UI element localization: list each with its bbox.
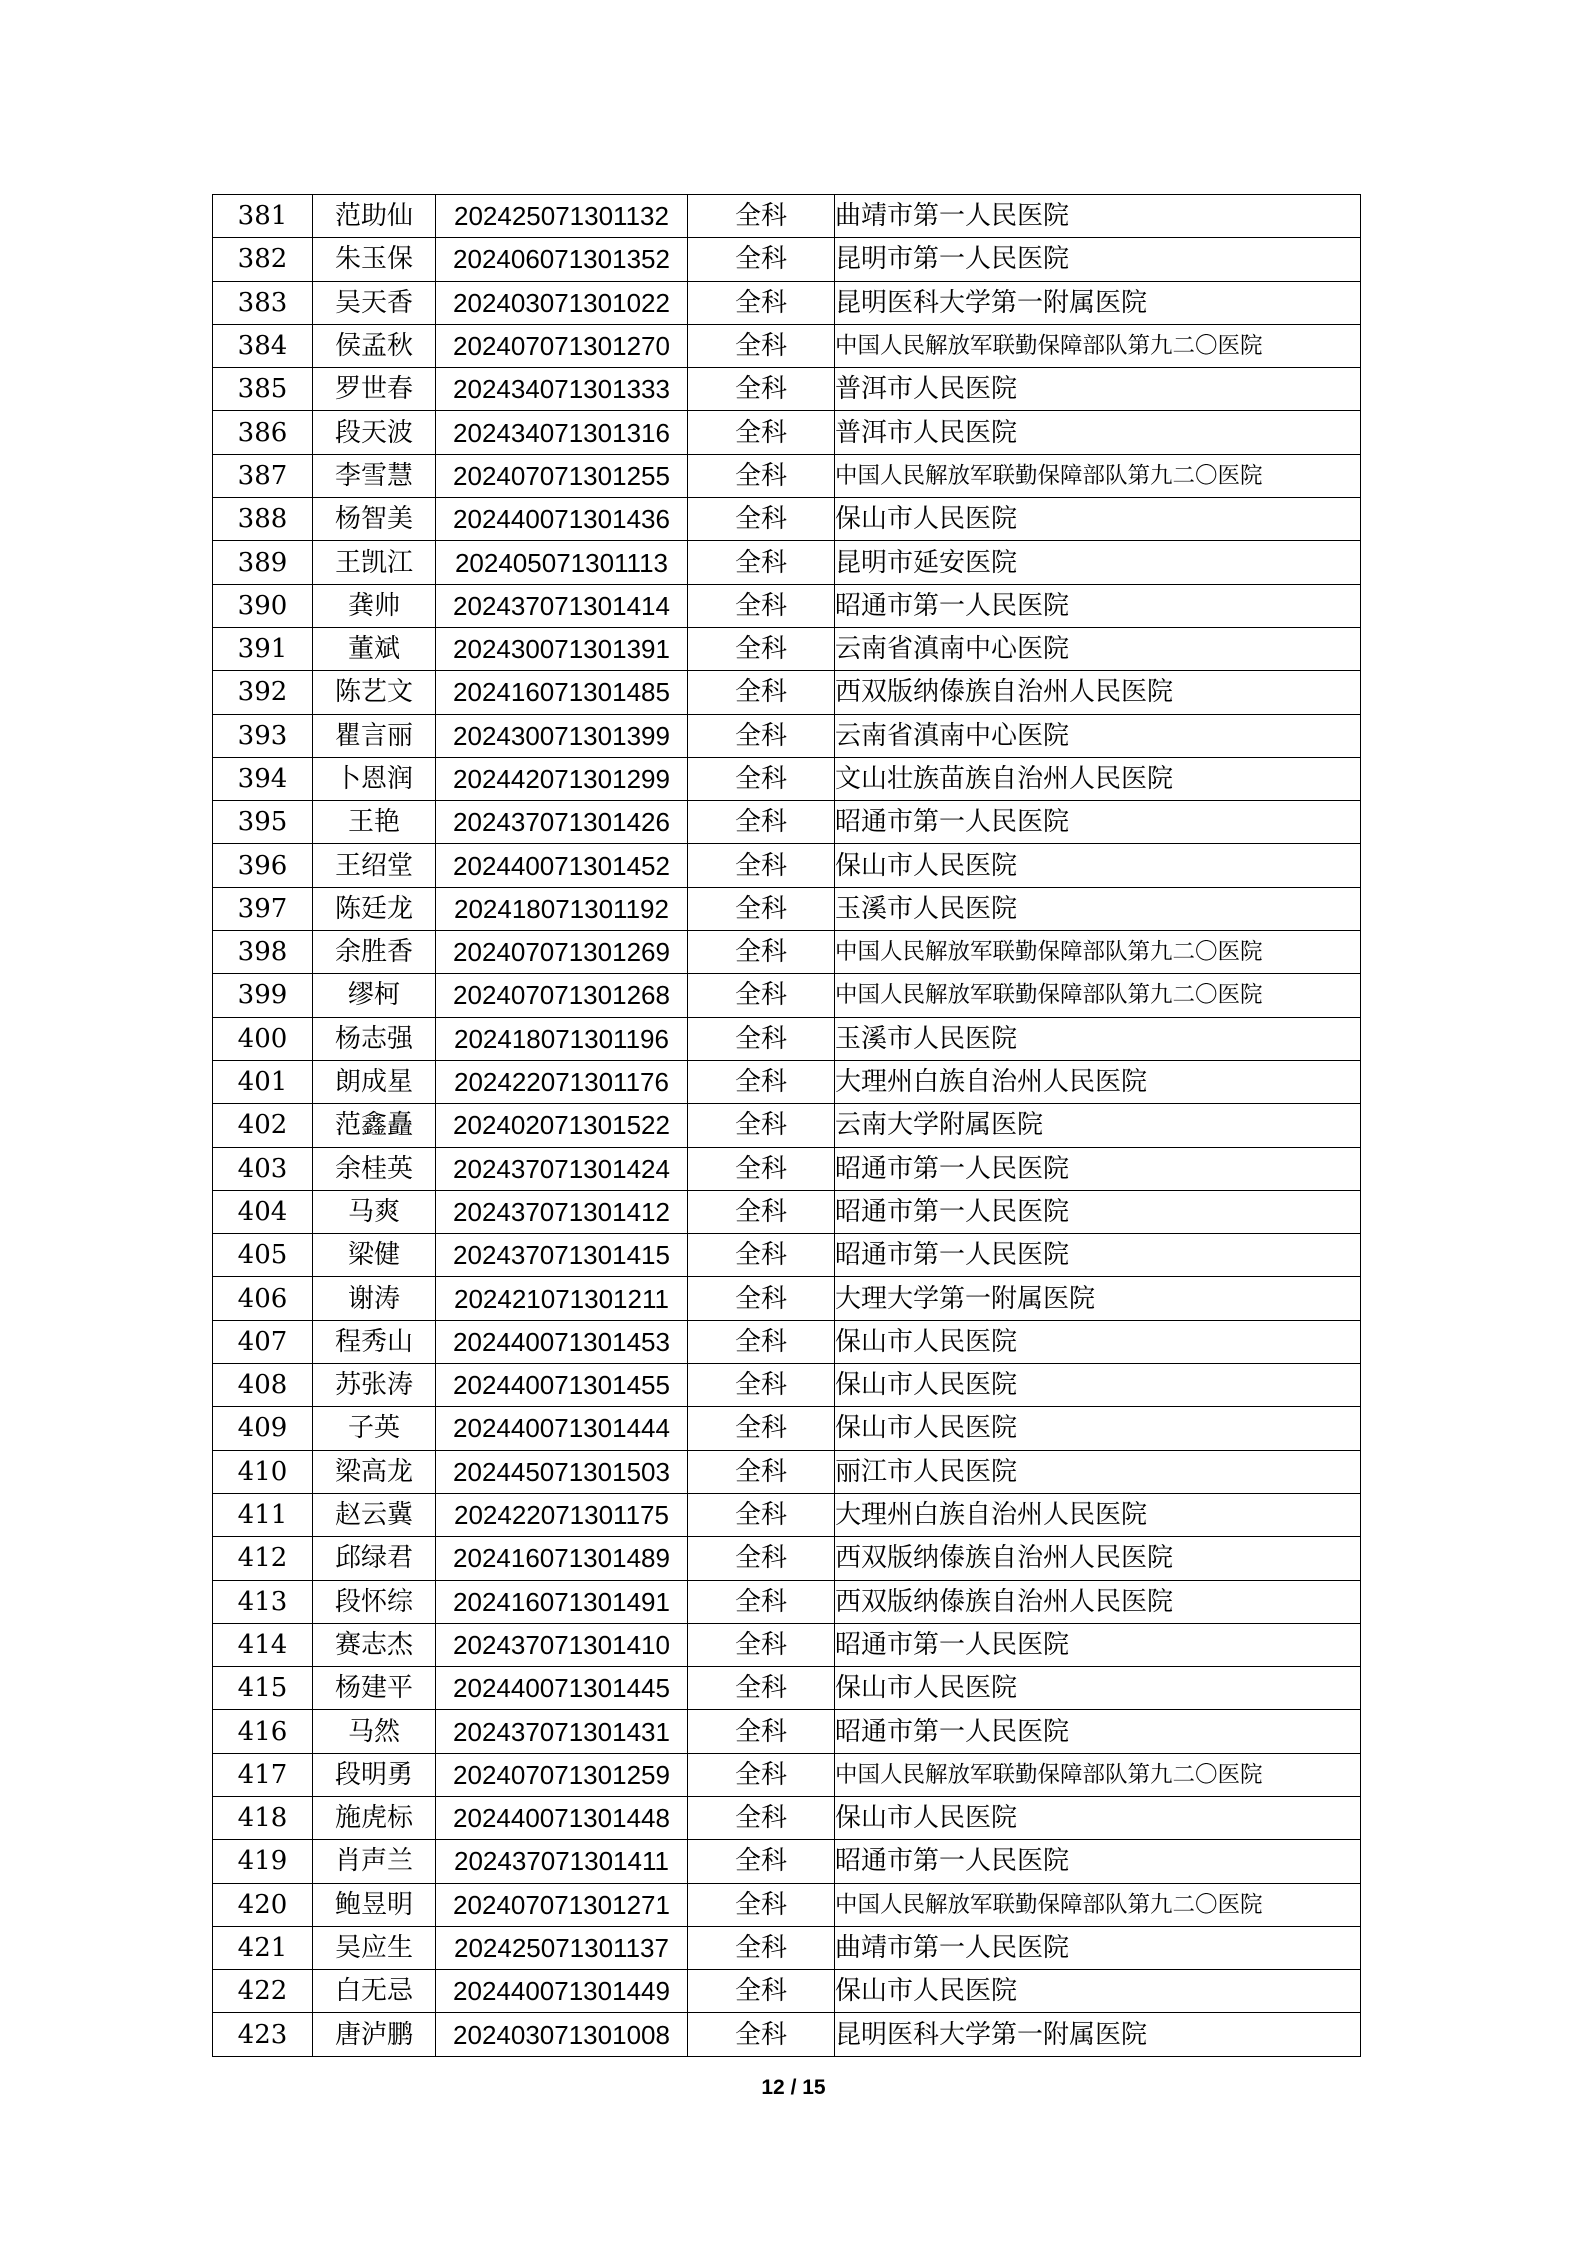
id-number-cell: 202440071301453 [436,1320,688,1363]
name-cell: 鲍昱明 [313,1883,436,1926]
hospital-cell: 大理州白族自治州人民医院 [835,1493,1361,1536]
name-cell: 陈廷龙 [313,887,436,930]
name-cell: 赵云冀 [313,1493,436,1536]
hospital-cell: 昭通市第一人民医院 [835,1147,1361,1190]
id-number-cell: 202440071301436 [436,498,688,541]
name-cell: 范助仙 [313,195,436,238]
name-cell: 苏张涛 [313,1364,436,1407]
hospital-cell: 玉溪市人民医院 [835,1017,1361,1060]
name-cell: 杨智美 [313,498,436,541]
table-row [213,887,1361,930]
id-number-cell: 202416071301491 [436,1580,688,1623]
name-cell: 侯孟秋 [313,324,436,367]
specialty-cell: 全科 [688,1450,835,1493]
row-number-cell: 392 [213,671,313,714]
row-number-cell: 408 [213,1364,313,1407]
hospital-cell: 丽江市人民医院 [835,1450,1361,1493]
name-cell: 龚帅 [313,584,436,627]
specialty-cell: 全科 [688,1667,835,1710]
table-row [213,1667,1361,1710]
specialty-cell: 全科 [688,1970,835,2013]
hospital-cell: 保山市人民医院 [835,1667,1361,1710]
id-number-cell: 202403071301022 [436,281,688,324]
table-row [213,1883,1361,1926]
specialty-cell: 全科 [688,1364,835,1407]
hospital-cell: 西双版纳傣族自治州人民医院 [835,671,1361,714]
hospital-cell: 昆明市延安医院 [835,541,1361,584]
id-number-cell: 202405071301113 [436,541,688,584]
hospital-cell: 保山市人民医院 [835,1364,1361,1407]
table-row [213,1364,1361,1407]
hospital-cell: 中国人民解放军联勤保障部队第九二〇医院 [835,324,1361,367]
id-number-cell: 202440071301448 [436,1796,688,1839]
id-number-cell: 202445071301503 [436,1450,688,1493]
table-row [213,1537,1361,1580]
id-number-cell: 202442071301299 [436,757,688,800]
name-cell: 肖声兰 [313,1840,436,1883]
id-number-cell: 202407071301268 [436,974,688,1017]
hospital-cell: 中国人民解放军联勤保障部队第九二〇医院 [835,931,1361,974]
row-number-cell: 386 [213,411,313,454]
name-cell: 梁高龙 [313,1450,436,1493]
row-number-cell: 421 [213,1926,313,1969]
specialty-cell: 全科 [688,281,835,324]
row-number-cell: 410 [213,1450,313,1493]
id-number-cell: 202437071301426 [436,801,688,844]
hospital-cell: 云南省滇南中心医院 [835,714,1361,757]
specialty-cell: 全科 [688,931,835,974]
name-cell: 子英 [313,1407,436,1450]
table-row [213,1493,1361,1536]
specialty-cell: 全科 [688,195,835,238]
specialty-cell: 全科 [688,498,835,541]
hospital-cell: 昆明医科大学第一附属医院 [835,2013,1361,2056]
table-row [213,1796,1361,1839]
row-number-cell: 393 [213,714,313,757]
specialty-cell: 全科 [688,1796,835,1839]
specialty-cell: 全科 [688,714,835,757]
row-number-cell: 415 [213,1667,313,1710]
hospital-cell: 保山市人民医院 [835,1970,1361,2013]
name-cell: 邱绿君 [313,1537,436,1580]
hospital-cell: 昆明市第一人民医院 [835,238,1361,281]
name-cell: 范鑫矗 [313,1104,436,1147]
row-number-cell: 394 [213,757,313,800]
roster-table [212,194,1361,2057]
row-number-cell: 391 [213,627,313,670]
hospital-cell: 曲靖市第一人民医院 [835,195,1361,238]
name-cell: 马然 [313,1710,436,1753]
specialty-cell: 全科 [688,887,835,930]
hospital-cell: 云南大学附属医院 [835,1104,1361,1147]
hospital-cell: 普洱市人民医院 [835,411,1361,454]
specialty-cell: 全科 [688,844,835,887]
row-number-cell: 397 [213,887,313,930]
row-number-cell: 423 [213,2013,313,2056]
name-cell: 杨志强 [313,1017,436,1060]
table-row [213,714,1361,757]
name-cell: 董斌 [313,627,436,670]
name-cell: 段怀综 [313,1580,436,1623]
id-number-cell: 202437071301414 [436,584,688,627]
specialty-cell: 全科 [688,1234,835,1277]
name-cell: 段明勇 [313,1753,436,1796]
hospital-cell: 昭通市第一人民医院 [835,584,1361,627]
id-number-cell: 202437071301431 [436,1710,688,1753]
row-number-cell: 404 [213,1190,313,1233]
row-number-cell: 419 [213,1840,313,1883]
name-cell: 吴天香 [313,281,436,324]
hospital-cell: 曲靖市第一人民医院 [835,1926,1361,1969]
specialty-cell: 全科 [688,1883,835,1926]
hospital-cell: 保山市人民医院 [835,1796,1361,1839]
table-row [213,1710,1361,1753]
row-number-cell: 403 [213,1147,313,1190]
specialty-cell: 全科 [688,324,835,367]
id-number-cell: 202407071301255 [436,454,688,497]
id-number-cell: 202434071301333 [436,368,688,411]
row-number-cell: 389 [213,541,313,584]
id-number-cell: 202440071301444 [436,1407,688,1450]
roster-table-body [213,195,1361,2057]
id-number-cell: 202403071301008 [436,2013,688,2056]
row-number-cell: 401 [213,1060,313,1103]
specialty-cell: 全科 [688,1537,835,1580]
row-number-cell: 398 [213,931,313,974]
specialty-cell: 全科 [688,2013,835,2056]
name-cell: 朗成星 [313,1060,436,1103]
hospital-cell: 保山市人民医院 [835,498,1361,541]
row-number-cell: 411 [213,1493,313,1536]
hospital-cell: 昭通市第一人民医院 [835,1840,1361,1883]
hospital-cell: 云南省滇南中心医院 [835,627,1361,670]
id-number-cell: 202437071301410 [436,1623,688,1666]
id-number-cell: 202440071301455 [436,1364,688,1407]
id-number-cell: 202421071301211 [436,1277,688,1320]
table-row [213,454,1361,497]
specialty-cell: 全科 [688,1190,835,1233]
table-row [213,195,1361,238]
row-number-cell: 400 [213,1017,313,1060]
specialty-cell: 全科 [688,1277,835,1320]
table-row [213,974,1361,1017]
id-number-cell: 202422071301175 [436,1493,688,1536]
table-row [213,1580,1361,1623]
hospital-cell: 大理大学第一附属医院 [835,1277,1361,1320]
row-number-cell: 417 [213,1753,313,1796]
hospital-cell: 昭通市第一人民医院 [835,1234,1361,1277]
hospital-cell: 中国人民解放军联勤保障部队第九二〇医院 [835,454,1361,497]
row-number-cell: 396 [213,844,313,887]
id-number-cell: 202437071301424 [436,1147,688,1190]
table-row [213,498,1361,541]
row-number-cell: 395 [213,801,313,844]
specialty-cell: 全科 [688,1753,835,1796]
row-number-cell: 412 [213,1537,313,1580]
specialty-cell: 全科 [688,1926,835,1969]
name-cell: 王凯江 [313,541,436,584]
id-number-cell: 202407071301270 [436,324,688,367]
id-number-cell: 202440071301452 [436,844,688,887]
table-row [213,1753,1361,1796]
name-cell: 唐泸鹏 [313,2013,436,2056]
table-row [213,1840,1361,1883]
row-number-cell: 405 [213,1234,313,1277]
name-cell: 谢涛 [313,1277,436,1320]
name-cell: 朱玉保 [313,238,436,281]
name-cell: 白无忌 [313,1970,436,2013]
hospital-cell: 保山市人民医院 [835,1320,1361,1363]
row-number-cell: 416 [213,1710,313,1753]
id-number-cell: 202440071301449 [436,1970,688,2013]
hospital-cell: 文山壮族苗族自治州人民医院 [835,757,1361,800]
table-row [213,368,1361,411]
specialty-cell: 全科 [688,627,835,670]
name-cell: 缪柯 [313,974,436,1017]
name-cell: 余胜香 [313,931,436,974]
hospital-cell: 保山市人民医院 [835,1407,1361,1450]
table-row [213,844,1361,887]
table-row [213,931,1361,974]
table-row [213,238,1361,281]
table-row [213,541,1361,584]
specialty-cell: 全科 [688,454,835,497]
specialty-cell: 全科 [688,368,835,411]
row-number-cell: 414 [213,1623,313,1666]
page-number: 12 / 15 [761,2076,826,2099]
row-number-cell: 422 [213,1970,313,2013]
row-number-cell: 402 [213,1104,313,1147]
row-number-cell: 382 [213,238,313,281]
table-row [213,1450,1361,1493]
name-cell: 程秀山 [313,1320,436,1363]
id-number-cell: 202422071301176 [436,1060,688,1103]
hospital-cell: 中国人民解放军联勤保障部队第九二〇医院 [835,1883,1361,1926]
name-cell: 段天波 [313,411,436,454]
table-row [213,1234,1361,1277]
name-cell: 梁健 [313,1234,436,1277]
specialty-cell: 全科 [688,1104,835,1147]
specialty-cell: 全科 [688,974,835,1017]
id-number-cell: 202418071301192 [436,887,688,930]
hospital-cell: 昆明医科大学第一附属医院 [835,281,1361,324]
specialty-cell: 全科 [688,1407,835,1450]
name-cell: 卜恩润 [313,757,436,800]
table-row [213,1060,1361,1103]
name-cell: 罗世春 [313,368,436,411]
row-number-cell: 390 [213,584,313,627]
specialty-cell: 全科 [688,1147,835,1190]
table-row [213,1970,1361,2013]
id-number-cell: 202407071301269 [436,931,688,974]
table-row [213,1017,1361,1060]
specialty-cell: 全科 [688,1840,835,1883]
name-cell: 瞿言丽 [313,714,436,757]
hospital-cell: 中国人民解放军联勤保障部队第九二〇医院 [835,1753,1361,1796]
row-number-cell: 399 [213,974,313,1017]
row-number-cell: 418 [213,1796,313,1839]
specialty-cell: 全科 [688,671,835,714]
row-number-cell: 383 [213,281,313,324]
specialty-cell: 全科 [688,411,835,454]
id-number-cell: 202416071301489 [436,1537,688,1580]
table-row [213,324,1361,367]
name-cell: 王艳 [313,801,436,844]
name-cell: 陈艺文 [313,671,436,714]
specialty-cell: 全科 [688,1580,835,1623]
table-row [213,2013,1361,2056]
row-number-cell: 387 [213,454,313,497]
row-number-cell: 384 [213,324,313,367]
name-cell: 王绍堂 [313,844,436,887]
row-number-cell: 381 [213,195,313,238]
id-number-cell: 202418071301196 [436,1017,688,1060]
id-number-cell: 202440071301445 [436,1667,688,1710]
hospital-cell: 昭通市第一人民医院 [835,1710,1361,1753]
id-number-cell: 202437071301415 [436,1234,688,1277]
hospital-cell: 昭通市第一人民医院 [835,801,1361,844]
id-number-cell: 202407071301271 [436,1883,688,1926]
id-number-cell: 202425071301132 [436,195,688,238]
hospital-cell: 玉溪市人民医院 [835,887,1361,930]
table-row [213,411,1361,454]
table-row [213,1104,1361,1147]
id-number-cell: 202406071301352 [436,238,688,281]
row-number-cell: 420 [213,1883,313,1926]
row-number-cell: 407 [213,1320,313,1363]
table-row [213,1190,1361,1233]
hospital-cell: 普洱市人民医院 [835,368,1361,411]
table-row [213,1277,1361,1320]
name-cell: 吴应生 [313,1926,436,1969]
hospital-cell: 保山市人民医院 [835,844,1361,887]
table-row [213,757,1361,800]
specialty-cell: 全科 [688,541,835,584]
hospital-cell: 西双版纳傣族自治州人民医院 [835,1537,1361,1580]
id-number-cell: 202402071301522 [436,1104,688,1147]
hospital-cell: 昭通市第一人民医院 [835,1623,1361,1666]
table-row [213,1147,1361,1190]
id-number-cell: 202437071301411 [436,1840,688,1883]
table-row [213,584,1361,627]
row-number-cell: 413 [213,1580,313,1623]
id-number-cell: 202437071301412 [436,1190,688,1233]
specialty-cell: 全科 [688,1017,835,1060]
id-number-cell: 202434071301316 [436,411,688,454]
name-cell: 马爽 [313,1190,436,1233]
id-number-cell: 202430071301399 [436,714,688,757]
table-row [213,1623,1361,1666]
specialty-cell: 全科 [688,1623,835,1666]
name-cell: 李雪慧 [313,454,436,497]
hospital-cell: 大理州白族自治州人民医院 [835,1060,1361,1103]
table-row [213,1407,1361,1450]
row-number-cell: 388 [213,498,313,541]
specialty-cell: 全科 [688,801,835,844]
id-number-cell: 202407071301259 [436,1753,688,1796]
hospital-cell: 昭通市第一人民医院 [835,1190,1361,1233]
table-row [213,801,1361,844]
row-number-cell: 385 [213,368,313,411]
hospital-cell: 西双版纳傣族自治州人民医院 [835,1580,1361,1623]
specialty-cell: 全科 [688,757,835,800]
id-number-cell: 202425071301137 [436,1926,688,1969]
table-row [213,671,1361,714]
name-cell: 施虎标 [313,1796,436,1839]
table-row [213,1320,1361,1363]
table-row [213,627,1361,670]
specialty-cell: 全科 [688,1320,835,1363]
name-cell: 赛志杰 [313,1623,436,1666]
specialty-cell: 全科 [688,1710,835,1753]
name-cell: 余桂英 [313,1147,436,1190]
name-cell: 杨建平 [313,1667,436,1710]
row-number-cell: 409 [213,1407,313,1450]
table-row [213,1926,1361,1969]
row-number-cell: 406 [213,1277,313,1320]
specialty-cell: 全科 [688,238,835,281]
id-number-cell: 202416071301485 [436,671,688,714]
specialty-cell: 全科 [688,1493,835,1536]
specialty-cell: 全科 [688,584,835,627]
table-row [213,281,1361,324]
specialty-cell: 全科 [688,1060,835,1103]
hospital-cell: 中国人民解放军联勤保障部队第九二〇医院 [835,974,1361,1017]
id-number-cell: 202430071301391 [436,627,688,670]
